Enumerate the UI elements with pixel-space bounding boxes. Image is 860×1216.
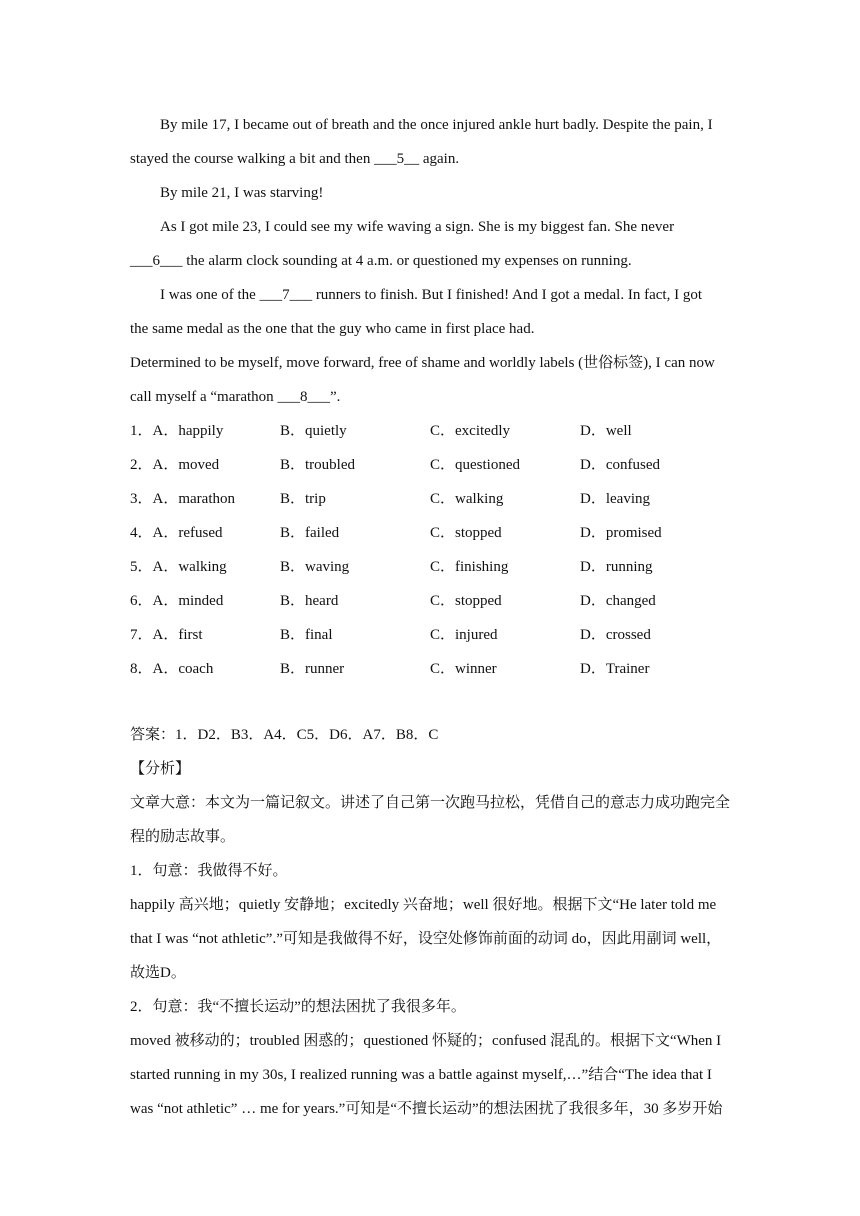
passage-text: the alarm clock sounding at 4 a.m. or questioned my expenses on running. — [182, 253, 632, 269]
option-row — [130, 550, 730, 584]
option-a: 2．A．moved — [130, 457, 220, 473]
option-c: C．injured — [430, 627, 498, 643]
option-b: B．failed — [280, 525, 340, 541]
q2-title: 2．句意：我“不擅长运动”的想法困扰了我很多年。 — [130, 999, 466, 1015]
option-row — [130, 618, 730, 652]
analysis-heading: 【分析】 — [130, 761, 191, 777]
passage-line — [130, 380, 730, 414]
document-content — [130, 108, 730, 1126]
passage-text: As I got mile 23, I could see my wife waving a sign. She is my biggest fan. She never — [160, 219, 675, 235]
option-b: B．quietly — [280, 423, 347, 439]
option-row — [130, 414, 730, 448]
option-a: 4．A．refused — [130, 525, 223, 541]
option-a: 5．A．walking — [130, 559, 227, 575]
passage-text: runners to finish. But I finished! And I got a medal. In fact, I got — [312, 287, 702, 303]
options-list — [130, 414, 730, 686]
option-b: B．heard — [280, 593, 339, 609]
option-a: 6．A．minded — [130, 593, 224, 609]
option-a: 1．A．happily — [130, 423, 224, 439]
option-d: D．running — [580, 559, 653, 575]
option-b: B．troubled — [280, 457, 355, 473]
passage-line — [130, 176, 730, 210]
blank-7: ___7___ — [259, 287, 313, 303]
option-d: D．leaving — [580, 491, 650, 507]
passage-line — [130, 244, 730, 278]
option-row — [130, 482, 730, 516]
passage-text: stayed the course walking a bit and then — [130, 151, 375, 167]
option-c: C．excitedly — [430, 423, 510, 439]
passage-line — [130, 210, 730, 244]
article-summary: 文章大意：本文为一篇记叙文。讲述了自己第一次跑马拉松，凭借自己的意志力成功跑完全程的励志故事。 — [130, 795, 731, 845]
option-d: D．well — [580, 423, 632, 439]
passage-line — [130, 142, 730, 176]
passage-line — [130, 108, 730, 142]
passage-text: Determined to be myself, move forward, free of shame and worldly labels (世俗标签), I can now — [130, 355, 715, 371]
option-c: C．stopped — [430, 525, 502, 541]
option-a: 7．A．first — [130, 627, 203, 643]
option-d: D．Trainer — [580, 661, 650, 677]
option-b: B．waving — [280, 559, 350, 575]
passage-line — [130, 312, 730, 346]
passage-text: By mile 21, I was starving! — [160, 185, 324, 201]
passage-text: By mile 17, I became out of breath and the once injured ankle hurt badly. Despite the pain, I — [160, 117, 713, 133]
passage-text: ”. — [329, 389, 341, 405]
option-d: D．confused — [580, 457, 660, 473]
blank-8: ___8___ — [277, 389, 330, 405]
option-c: C．walking — [430, 491, 504, 507]
option-row — [130, 516, 730, 550]
passage-text: the same medal as the one that the guy who came in first place had. — [130, 321, 535, 337]
passage-line — [130, 278, 730, 312]
passage-text: I was one of the — [160, 287, 260, 303]
q1-explanation: happily 高兴地；quietly 安静地；excitedly 兴奋地；well 很好地。根据下文“He later told me that I was “not athletic”.”可知是我做得不好，设空处修饰前面的动词 do，因此用副词 well，故选D。 — [130, 897, 722, 981]
blank-6: ___6___ — [130, 253, 183, 269]
option-c: C．stopped — [430, 593, 502, 609]
passage-text: call myself a “marathon — [130, 389, 278, 405]
answer-section — [130, 718, 730, 1126]
option-row — [130, 584, 730, 618]
option-a: 8．A．coach — [130, 661, 214, 677]
option-b: B．runner — [280, 661, 345, 677]
option-d: D．crossed — [580, 627, 651, 643]
option-a: 3．A．marathon — [130, 491, 235, 507]
passage-text: again. — [419, 151, 460, 167]
option-row — [130, 448, 730, 482]
q2-explanation: moved 被移动的；troubled 困惑的；questioned 怀疑的；confused 混乱的。根据下文“When I started running in my 30s, I realized running was a battle against myself,…”结合“The idea that I was “not athletic” … me for years.”可知是“不擅长运动”的想法困扰了我很多年，30 多岁开始 — [130, 1033, 723, 1117]
option-c: C．winner — [430, 661, 497, 677]
q1-title: 1．句意：我做得不好。 — [130, 863, 288, 879]
option-b: B．final — [280, 627, 333, 643]
option-c: C．finishing — [430, 559, 509, 575]
option-b: B．trip — [280, 491, 326, 507]
blank-5: ___5__ — [374, 151, 420, 167]
answer-key: 答案：1．D2．B3．A4．C5．D6．A7．B8．C — [130, 727, 439, 743]
passage-line — [130, 346, 730, 380]
option-c: C．questioned — [430, 457, 520, 473]
option-d: D．promised — [580, 525, 662, 541]
option-row — [130, 652, 730, 686]
option-d: D．changed — [580, 593, 656, 609]
